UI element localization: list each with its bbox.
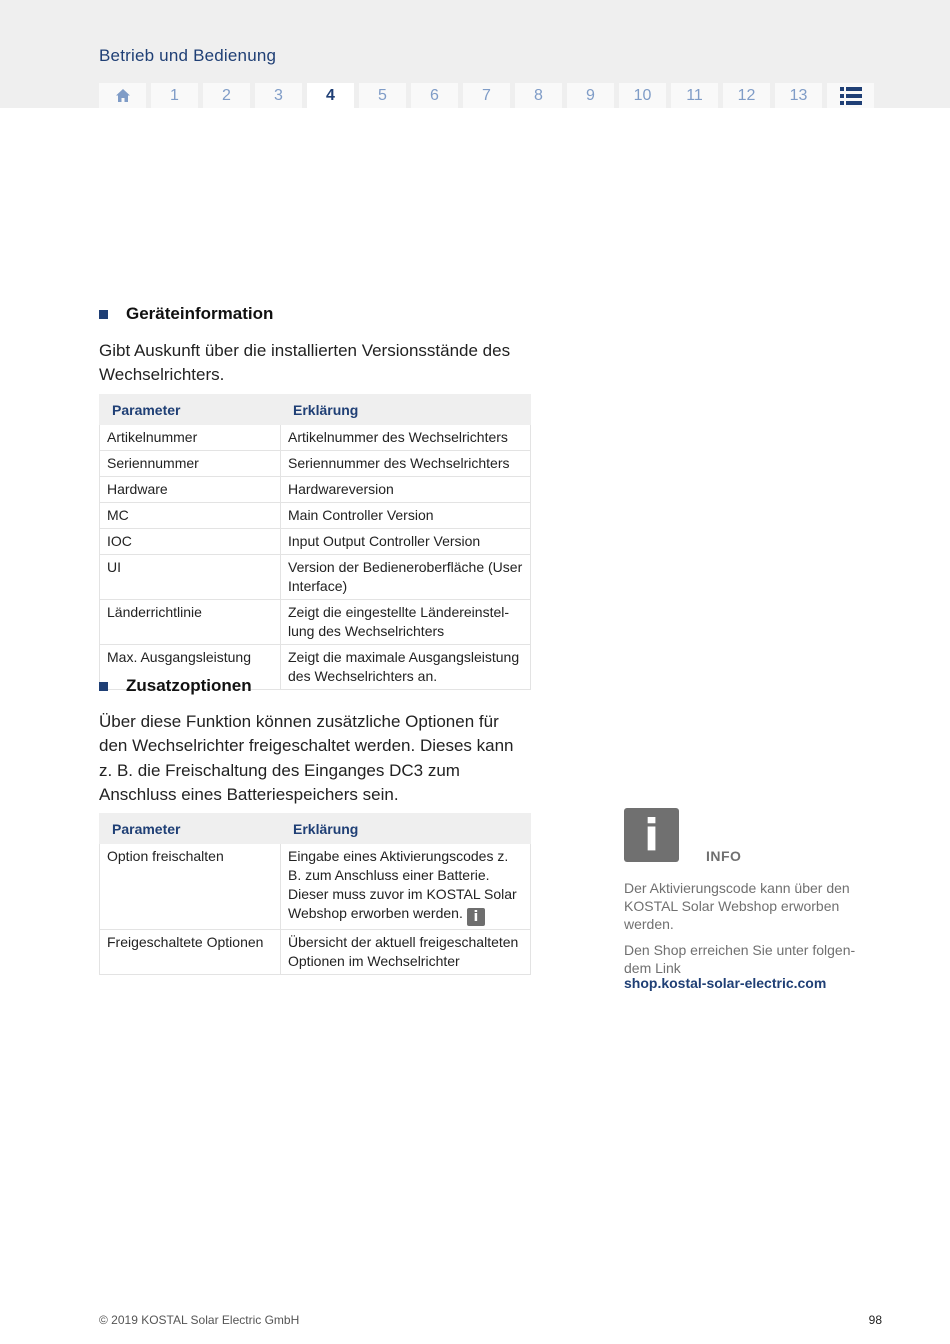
section-title: Betrieb und Bedienung	[99, 46, 277, 65]
column-header: Parameter	[100, 395, 281, 425]
home-icon	[115, 88, 131, 103]
bullet-icon	[99, 310, 108, 319]
explanation-cell: Hardwareversion	[281, 477, 531, 503]
info-icon: i	[624, 808, 679, 862]
tab-5[interactable]: 5	[359, 83, 406, 108]
tab-12[interactable]: 12	[723, 83, 770, 108]
geraeteinfo-description: Gibt Auskunft über die installierten Versionsstände des Wechselrichters.	[99, 341, 511, 385]
tab-6[interactable]: 6	[411, 83, 458, 108]
tab-9[interactable]: 9	[567, 83, 614, 108]
zusatzoptionen-table	[99, 813, 531, 975]
parameter-cell: Hardware	[100, 477, 281, 503]
heading-geraeteinformation: Geräteinformation	[99, 304, 273, 324]
table-row	[100, 425, 531, 451]
tab-13[interactable]: 13	[775, 83, 822, 108]
parameter-cell: Länderrichtlinie	[100, 600, 281, 645]
info-label: INFO	[706, 848, 742, 864]
explanation-cell: Seriennummer des Wechselrichters	[281, 451, 531, 477]
tab-7[interactable]: 7	[463, 83, 510, 108]
info-icon[interactable]: i	[467, 908, 485, 926]
table-row	[100, 844, 531, 930]
zusatzoptionen-description: Über diese Funktion können zusätzliche Optionen für den Wechselrichter freigeschaltet werden. Dieses kann z. B. die Freischaltung des Einganges DC3 zum Anschluss eines Batteriespeichers sein.	[99, 712, 514, 805]
explanation-cell: Artikelnummer des Wechselrichters	[281, 425, 531, 451]
table-row	[100, 930, 531, 975]
tab-1[interactable]: 1	[151, 83, 198, 108]
bullet-icon	[99, 682, 108, 691]
tab-4[interactable]: 4	[307, 83, 354, 108]
tab-10[interactable]: 10	[619, 83, 666, 108]
explanation-cell: Main Controller Version	[281, 503, 531, 529]
heading-zusatzoptionen: Zusatzoptionen	[99, 676, 252, 696]
tab-11[interactable]: 11	[671, 83, 718, 108]
parameter-cell: IOC	[100, 529, 281, 555]
column-header: Parameter	[100, 814, 281, 844]
tab-home[interactable]	[99, 83, 146, 108]
tab-contents[interactable]	[827, 83, 874, 108]
parameter-cell: MC	[100, 503, 281, 529]
table-row	[100, 503, 531, 529]
table-row	[100, 477, 531, 503]
chapter-tabs	[99, 83, 874, 108]
explanation-cell: Zeigt die eingestellte Ländereinstellung des Wechselrichters	[281, 600, 531, 645]
parameter-cell: Artikelnummer	[100, 425, 281, 451]
shop-link[interactable]: shop.kostal-solar-electric.com	[624, 975, 827, 991]
parameter-cell: Seriennummer	[100, 451, 281, 477]
info-text-2: Den Shop erreichen Sie unter folgendem Link	[624, 942, 856, 976]
tab-3[interactable]: 3	[255, 83, 302, 108]
footer-copyright: © 2019 KOSTAL Solar Electric GmbH	[99, 1313, 300, 1327]
parameter-cell: Max. Ausgangsleistung	[100, 645, 281, 690]
parameter-cell: UI	[100, 555, 281, 600]
column-header: Erklärung	[281, 395, 531, 425]
column-header: Erklärung	[281, 814, 531, 844]
parameter-cell: Option freischalten	[100, 844, 281, 930]
tab-2[interactable]: 2	[203, 83, 250, 108]
list-menu-icon	[840, 87, 862, 105]
explanation-cell: Übersicht der aktuell freigeschalteten Optionen im Wechselrichter	[281, 930, 531, 975]
table-row	[100, 529, 531, 555]
table-row	[100, 555, 531, 600]
tab-8[interactable]: 8	[515, 83, 562, 108]
info-text-1: Der Aktivierungscode kann über den KOSTAL Solar Webshop erworben werden.	[624, 880, 850, 932]
parameter-cell: Freigeschaltete Optionen	[100, 930, 281, 975]
explanation-cell: Eingabe eines Aktivierungscodes z. B. zum Anschluss einer Batterie. Dieser muss zuvor im KOSTAL Solar Webshop erworben werden. i	[281, 844, 531, 930]
geraeteinfo-table	[99, 394, 531, 690]
explanation-cell: Zeigt die maximale Ausgangsleistung des Wechselrichters an.	[281, 645, 531, 690]
page-number: 98	[868, 1313, 882, 1327]
explanation-cell: Input Output Controller Version	[281, 529, 531, 555]
table-row	[100, 600, 531, 645]
table-row	[100, 451, 531, 477]
explanation-cell: Version der Bedieneroberfläche (User Interface)	[281, 555, 531, 600]
